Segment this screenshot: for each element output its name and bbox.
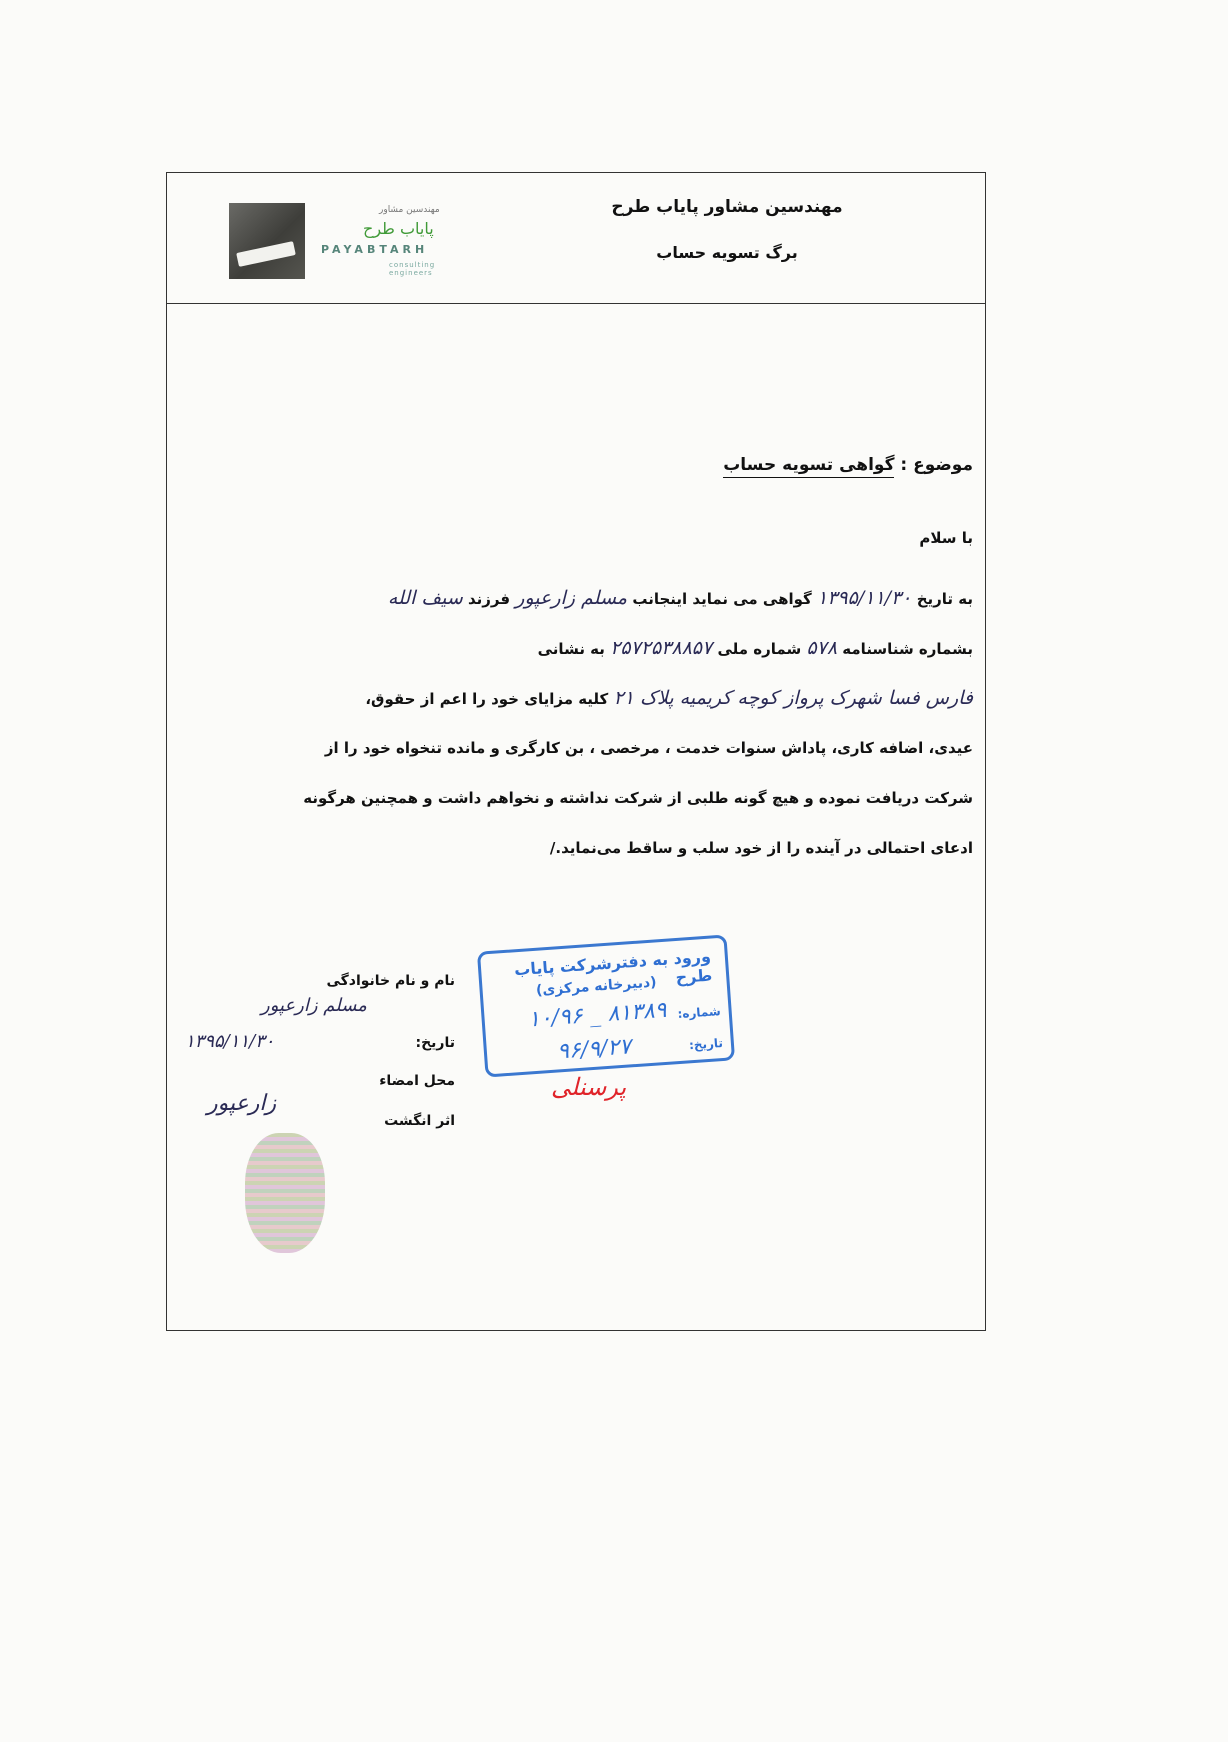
- form-title: برگ تسویه حساب: [656, 243, 798, 262]
- logo-mark-icon: [229, 203, 305, 279]
- stamp-number: ۸۱۳۸۹ _ ۱۰/۹۶: [527, 997, 668, 1033]
- red-handwritten-note: پرسنلی: [551, 1073, 627, 1101]
- fingerprint-icon: [245, 1133, 325, 1253]
- stamp-subtitle: (دبیرخانه مرکزی): [535, 974, 658, 999]
- company-logo: [229, 203, 474, 283]
- handwritten-address: فارس فسا شهرک پرواز کوچه کریمیه پلاک ۲۱: [613, 687, 973, 709]
- text: به نشانی: [537, 640, 605, 658]
- form-frame: [166, 172, 986, 1331]
- body-line-3: [213, 673, 973, 724]
- body-line-4: عیدی، اضافه کاری، پاداش سنوات خدمت ، مرخصی ، بن کارگری و مانده تنخواه خود را از: [324, 739, 973, 757]
- body-line-1: [213, 573, 973, 624]
- header-divider: [167, 303, 985, 304]
- sign-label: محل امضاء: [379, 1073, 455, 1089]
- handwritten-date: ۱۳۹۵/۱۱/۳۰: [817, 587, 912, 609]
- handwritten-name: مسلم زارعپور: [515, 587, 628, 609]
- logo-fa: پایاب طرح: [363, 219, 434, 238]
- logo-en: PAYABTARH: [321, 243, 429, 256]
- handwritten-id-number: ۵۷۸: [806, 637, 838, 659]
- reception-stamp: [477, 934, 735, 1077]
- logo-sub: consulting engineers: [389, 261, 436, 277]
- text: شماره ملی: [717, 640, 802, 658]
- stamp-number-label: شماره:: [677, 1004, 722, 1022]
- body-line-5: شرکت دریافت نموده و هیچ گونه طلبی از شرکت نداشته و نخواهم داشت و همچنین هرگونه: [303, 789, 973, 807]
- text: گواهی می نماید اینجانب: [632, 590, 812, 608]
- stamp-title: ورود به دفترشرکت پایاب طرح: [513, 946, 713, 988]
- thumb-label: اثر انگشت: [384, 1113, 455, 1129]
- body-line-6: ادعای احتمالی در آینده را از خود سلب و ساقط می‌نماید./: [549, 839, 973, 857]
- salutation: با سلام: [919, 529, 973, 547]
- subject-value: گواهی تسویه حساب: [723, 455, 894, 478]
- stamp-date: ۹۶/۹/۲۷: [556, 1034, 632, 1065]
- handwritten-national-id: ۲۵۷۲۵۳۸۸۵۷: [610, 637, 713, 659]
- text: کلیه مزایای خود را اعم از حقوق،: [365, 690, 609, 708]
- text: به تاریخ: [916, 590, 973, 608]
- subject: [723, 455, 973, 475]
- signature-mark: زارعپور: [207, 1091, 277, 1116]
- subject-label: موضوع :: [900, 455, 973, 475]
- logo-fa-small: مهندسین مشاور: [379, 205, 440, 215]
- text: فرزند: [467, 590, 511, 608]
- text: بشماره شناسنامه: [842, 640, 973, 658]
- handwritten-signer-name: مسلم زارعپور: [261, 995, 367, 1016]
- stamp-date-label: تاریخ:: [688, 1035, 724, 1053]
- header-text: [577, 197, 877, 262]
- company-name: مهندسین مشاور پایاب طرح: [611, 197, 843, 217]
- handwritten-father-name: سیف الله: [387, 587, 463, 609]
- name-label: نام و نام خانوادگی: [326, 973, 455, 989]
- date-label: تاریخ:: [415, 1035, 455, 1051]
- body-line-2: [213, 623, 973, 674]
- handwritten-signer-date: ۱۳۹۵/۱۱/۳۰: [185, 1031, 275, 1052]
